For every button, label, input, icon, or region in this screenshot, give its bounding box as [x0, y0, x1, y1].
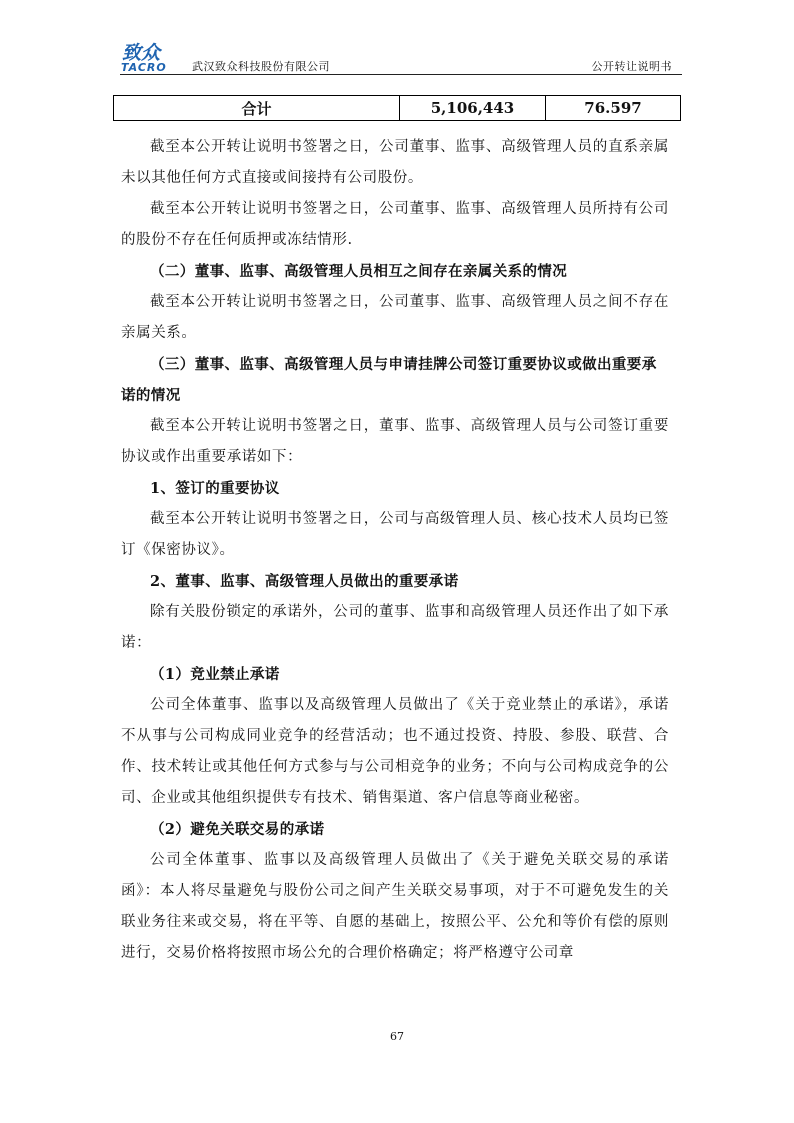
- item-heading: （2）避免关联交易的承诺: [150, 821, 325, 838]
- header-divider: [120, 74, 682, 75]
- paragraph: 截至本公开转让说明书签署之日，董事、监事、高级管理人员与公司签订重要协议或作出重要承诺如下：: [121, 418, 669, 465]
- svg-text:致众: 致众: [122, 42, 161, 64]
- document-title: 公开转让说明书: [591, 60, 672, 73]
- document-body: [121, 132, 669, 969]
- section-heading: （二）董事、监事、高级管理人员相互之间存在亲属关系的情况: [150, 263, 568, 280]
- total-table: [113, 95, 681, 121]
- paragraph: 截至本公开转让说明书签署之日，公司董事、监事、高级管理人员所持有公司的股份不存在任何质押或冻结情形.: [121, 201, 669, 248]
- paragraph: 截至本公开转让说明书签署之日，公司董事、监事、高级管理人员的直系亲属未以其他任何方式直接或间接持有公司股份。: [121, 139, 669, 186]
- page-header: [120, 40, 682, 74]
- page-number: 67: [390, 1030, 404, 1043]
- table-row: [114, 96, 681, 121]
- company-name: 武汉致众科技股份有限公司: [192, 60, 330, 73]
- subsection-heading: 2、董事、监事、高级管理人员做出的重要承诺: [150, 573, 459, 590]
- table-cell-percent: 76.597: [546, 96, 681, 121]
- section-heading: （三）董事、监事、高级管理人员与申请挂牌公司签订重要协议或做出重要承诺的情况: [121, 356, 657, 404]
- paragraph: 公司全体董事、监事以及高级管理人员做出了《关于竞业禁止的承诺》，承诺不从事与公司构成同业竞争的经营活动；也不通过投资、持股、参股、联营、合作、技术转让或其他任何方式参与与公司相竞争的业务；不向与公司构成竞争的公司、企业或其他组织提供专有技术、销售渠道、客户信息等商业秘密。: [121, 697, 669, 806]
- paragraph: 截至本公开转让说明书签署之日，公司与高级管理人员、核心技术人员均已签订《保密协议》。: [121, 511, 669, 558]
- paragraph: 除有关股份锁定的承诺外，公司的董事、监事和高级管理人员还作出了如下承诺：: [121, 604, 669, 651]
- subsection-heading: 1、签订的重要协议: [150, 480, 280, 497]
- table-cell-shares: 5,106,443: [400, 96, 546, 121]
- table-cell-label: 合计: [114, 96, 400, 121]
- svg-text:TACRO: TACRO: [121, 61, 167, 74]
- paragraph: 公司全体董事、监事以及高级管理人员做出了《关于避免关联交易的承诺函》：本人将尽量避免与股份公司之间产生关联交易事项，对于不可避免发生的关联业务往来或交易，将在平等、自愿的基础上，按照公平、公允和等价有偿的原则进行，交易价格将按照市场公允的合理价格确定；将严格遵守公司章: [121, 852, 669, 961]
- item-heading: （1）竞业禁止承诺: [150, 666, 280, 683]
- company-logo: [120, 40, 190, 74]
- paragraph: 截至本公开转让说明书签署之日，公司董事、监事、高级管理人员之间不存在亲属关系。: [121, 294, 669, 341]
